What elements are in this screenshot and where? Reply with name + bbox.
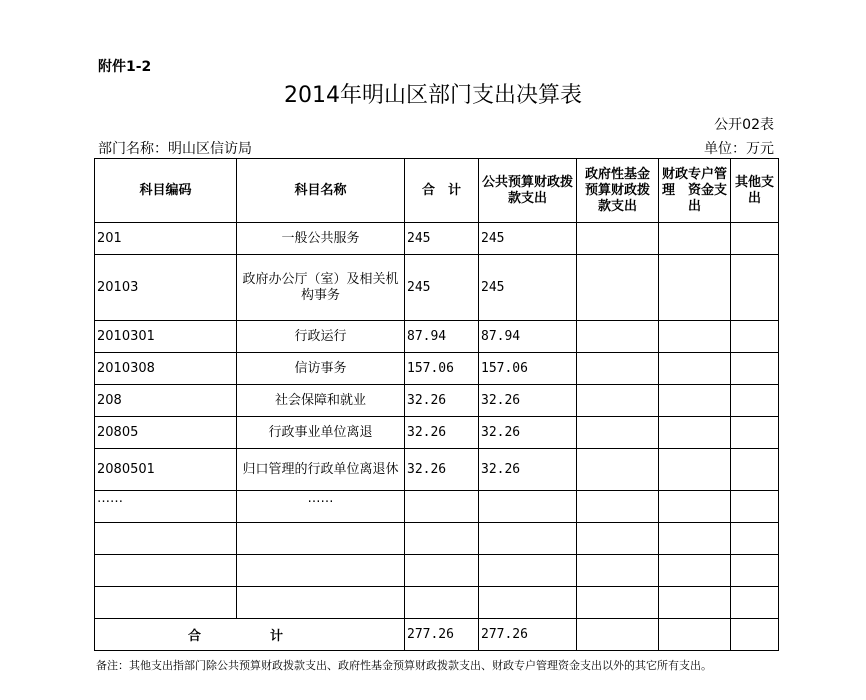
cell-name: 社会保障和就业	[237, 385, 405, 417]
cell-other	[731, 555, 779, 587]
cell-total: 32.26	[405, 385, 479, 417]
cell-special	[659, 491, 731, 523]
cell-code: 20805	[95, 417, 237, 449]
table-row	[95, 385, 779, 417]
cell-special	[659, 449, 731, 491]
total-other	[731, 619, 779, 651]
header-special: 财政专户管理 资金支出	[659, 159, 731, 223]
expenditure-table	[94, 158, 779, 651]
cell-special	[659, 321, 731, 353]
cell-name	[237, 555, 405, 587]
page-title: 2014年明山区部门支出决算表	[284, 83, 582, 108]
table-row	[95, 587, 779, 619]
cell-code: 201	[95, 223, 237, 255]
cell-other	[731, 587, 779, 619]
cell-public-budget	[479, 587, 577, 619]
table-row	[95, 449, 779, 491]
cell-code: 2010308	[95, 353, 237, 385]
attachment-label: 附件1-2	[98, 59, 152, 75]
cell-name: 行政事业单位离退	[237, 417, 405, 449]
cell-total	[405, 523, 479, 555]
cell-public-budget	[479, 555, 577, 587]
unit-label: 单位：万元	[704, 141, 774, 157]
cell-code: 208	[95, 385, 237, 417]
cell-gov-fund	[577, 449, 659, 491]
cell-public-budget	[479, 491, 577, 523]
cell-code: ……	[95, 491, 237, 523]
cell-name	[237, 587, 405, 619]
cell-other	[731, 523, 779, 555]
cell-name: 一般公共服务	[237, 223, 405, 255]
cell-special	[659, 523, 731, 555]
table-row	[95, 491, 779, 523]
cell-name: 归口管理的行政单位离退休	[237, 449, 405, 491]
cell-total	[405, 491, 479, 523]
footnote: 备注：其他支出指部门除公共预算财政拨款支出、政府性基金预算财政拨款支出、财政专户管理资金支出以外的其它所有支出。	[96, 659, 712, 672]
cell-other	[731, 353, 779, 385]
cell-total	[405, 555, 479, 587]
total-public-budget: 277.26	[479, 619, 577, 651]
cell-total	[405, 587, 479, 619]
cell-name: 行政运行	[237, 321, 405, 353]
cell-other	[731, 417, 779, 449]
cell-public-budget	[479, 523, 577, 555]
cell-other	[731, 491, 779, 523]
cell-gov-fund	[577, 491, 659, 523]
cell-code: 2080501	[95, 449, 237, 491]
cell-code	[95, 555, 237, 587]
cell-total: 245	[405, 223, 479, 255]
total-amount: 277.26	[405, 619, 479, 651]
cell-public-budget: 245	[479, 223, 577, 255]
header-name: 科目名称	[237, 159, 405, 223]
header-total: 合 计	[405, 159, 479, 223]
cell-special	[659, 555, 731, 587]
cell-total: 32.26	[405, 449, 479, 491]
total-label: 合 计	[95, 619, 405, 651]
total-row	[95, 619, 779, 651]
cell-gov-fund	[577, 417, 659, 449]
cell-code	[95, 523, 237, 555]
table-row	[95, 555, 779, 587]
cell-gov-fund	[577, 255, 659, 321]
cell-gov-fund	[577, 523, 659, 555]
cell-public-budget: 32.26	[479, 417, 577, 449]
form-code: 公开02表	[714, 117, 774, 133]
table-row	[95, 321, 779, 353]
table-row	[95, 523, 779, 555]
department-label: 部门名称：明山区信访局	[98, 141, 252, 157]
cell-special	[659, 587, 731, 619]
cell-gov-fund	[577, 555, 659, 587]
header-other: 其他支出	[731, 159, 779, 223]
table-row	[95, 223, 779, 255]
cell-total: 245	[405, 255, 479, 321]
cell-public-budget: 32.26	[479, 385, 577, 417]
table-row	[95, 417, 779, 449]
cell-other	[731, 223, 779, 255]
cell-other	[731, 449, 779, 491]
cell-gov-fund	[577, 385, 659, 417]
cell-gov-fund	[577, 321, 659, 353]
cell-public-budget: 157.06	[479, 353, 577, 385]
cell-special	[659, 255, 731, 321]
cell-public-budget: 87.94	[479, 321, 577, 353]
cell-public-budget: 245	[479, 255, 577, 321]
cell-name: ……	[237, 491, 405, 523]
cell-public-budget: 32.26	[479, 449, 577, 491]
cell-gov-fund	[577, 353, 659, 385]
cell-other	[731, 385, 779, 417]
cell-special	[659, 385, 731, 417]
cell-code	[95, 587, 237, 619]
cell-total: 32.26	[405, 417, 479, 449]
cell-total: 87.94	[405, 321, 479, 353]
cell-name: 信访事务	[237, 353, 405, 385]
cell-gov-fund	[577, 223, 659, 255]
cell-name: 政府办公厅（室）及相关机构事务	[237, 255, 405, 321]
cell-other	[731, 321, 779, 353]
cell-special	[659, 417, 731, 449]
header-code: 科目编码	[95, 159, 237, 223]
total-special	[659, 619, 731, 651]
cell-special	[659, 223, 731, 255]
header-public-budget: 公共预算财政拨款支出	[479, 159, 577, 223]
cell-name	[237, 523, 405, 555]
header-gov-fund: 政府性基金预算财政拨款支出	[577, 159, 659, 223]
cell-code: 20103	[95, 255, 237, 321]
cell-gov-fund	[577, 587, 659, 619]
total-gov-fund	[577, 619, 659, 651]
table-row	[95, 255, 779, 321]
cell-other	[731, 255, 779, 321]
table-row	[95, 353, 779, 385]
cell-special	[659, 353, 731, 385]
cell-total: 157.06	[405, 353, 479, 385]
cell-code: 2010301	[95, 321, 237, 353]
